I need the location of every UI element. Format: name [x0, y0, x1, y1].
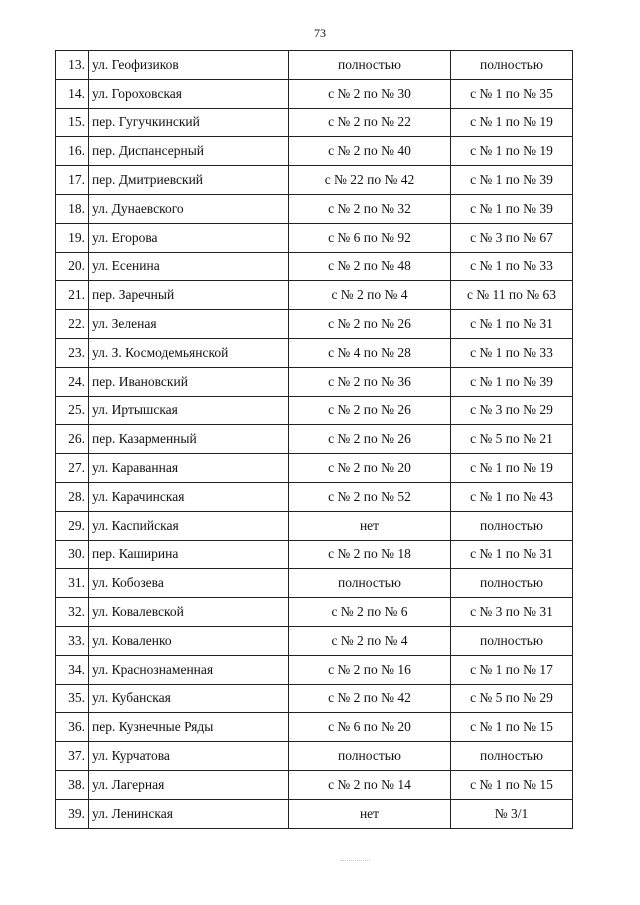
even-houses: с № 22 по № 42: [289, 166, 451, 195]
street-name: пер. Диспансерный: [89, 137, 289, 166]
odd-houses: с № 1 по № 15: [451, 770, 573, 799]
table-row: [56, 684, 573, 713]
table-row: [56, 799, 573, 828]
row-number: 15.: [56, 108, 89, 137]
table-row: [56, 194, 573, 223]
street-name: ул. Каспийская: [89, 511, 289, 540]
even-houses: полностью: [289, 742, 451, 771]
row-number: 34.: [56, 655, 89, 684]
even-houses: полностью: [289, 51, 451, 80]
even-houses: с № 4 по № 28: [289, 338, 451, 367]
street-name: ул. Есенина: [89, 252, 289, 281]
page-number: 73: [314, 26, 326, 40]
even-houses: с № 2 по № 48: [289, 252, 451, 281]
table-row: [56, 569, 573, 598]
even-houses: с № 2 по № 26: [289, 425, 451, 454]
row-number: 22.: [56, 310, 89, 339]
street-name: ул. Коваленко: [89, 626, 289, 655]
even-houses: с № 2 по № 40: [289, 137, 451, 166]
row-number: 19.: [56, 223, 89, 252]
even-houses: с № 2 по № 4: [289, 626, 451, 655]
street-name: ул. Карачинская: [89, 482, 289, 511]
odd-houses: полностью: [451, 51, 573, 80]
street-name: ул. Лагерная: [89, 770, 289, 799]
row-number: 14.: [56, 79, 89, 108]
even-houses: нет: [289, 511, 451, 540]
odd-houses: с № 1 по № 19: [451, 454, 573, 483]
odd-houses: с № 1 по № 43: [451, 482, 573, 511]
table-row: [56, 338, 573, 367]
row-number: 33.: [56, 626, 89, 655]
row-number: 26.: [56, 425, 89, 454]
street-name: пер. Каширина: [89, 540, 289, 569]
table-row: [56, 598, 573, 627]
even-houses: с № 2 по № 42: [289, 684, 451, 713]
street-name: ул. Геофизиков: [89, 51, 289, 80]
table-row: [56, 137, 573, 166]
even-houses: с № 2 по № 32: [289, 194, 451, 223]
street-name: ул. Кубанская: [89, 684, 289, 713]
street-name: ул. Ленинская: [89, 799, 289, 828]
row-number: 13.: [56, 51, 89, 80]
row-number: 17.: [56, 166, 89, 195]
even-houses: с № 2 по № 22: [289, 108, 451, 137]
street-name: ул. Иртышская: [89, 396, 289, 425]
odd-houses: с № 1 по № 19: [451, 108, 573, 137]
table-row: [56, 425, 573, 454]
row-number: 21.: [56, 281, 89, 310]
even-houses: с № 2 по № 6: [289, 598, 451, 627]
street-name: ул. Краснознаменная: [89, 655, 289, 684]
row-number: 38.: [56, 770, 89, 799]
row-number: 24.: [56, 367, 89, 396]
odd-houses: с № 1 по № 31: [451, 540, 573, 569]
odd-houses: полностью: [451, 742, 573, 771]
row-number: 32.: [56, 598, 89, 627]
street-name: ул. Гороховская: [89, 79, 289, 108]
row-number: 18.: [56, 194, 89, 223]
odd-houses: с № 1 по № 15: [451, 713, 573, 742]
odd-houses: с № 5 по № 21: [451, 425, 573, 454]
odd-houses: полностью: [451, 569, 573, 598]
even-houses: полностью: [289, 569, 451, 598]
odd-houses: с № 1 по № 35: [451, 79, 573, 108]
street-name: пер. Дмитриевский: [89, 166, 289, 195]
table-row: [56, 281, 573, 310]
even-houses: с № 2 по № 26: [289, 396, 451, 425]
odd-houses: с № 1 по № 39: [451, 367, 573, 396]
odd-houses: с № 3 по № 67: [451, 223, 573, 252]
table-row: [56, 742, 573, 771]
even-houses: нет: [289, 799, 451, 828]
table-row: [56, 626, 573, 655]
odd-houses: с № 1 по № 31: [451, 310, 573, 339]
table-row: [56, 108, 573, 137]
odd-houses: с № 1 по № 33: [451, 338, 573, 367]
street-name: пер. Заречный: [89, 281, 289, 310]
table-row: [56, 252, 573, 281]
odd-houses: с № 1 по № 39: [451, 194, 573, 223]
even-houses: с № 2 по № 26: [289, 310, 451, 339]
row-number: 29.: [56, 511, 89, 540]
row-number: 27.: [56, 454, 89, 483]
table-row: [56, 454, 573, 483]
row-number: 20.: [56, 252, 89, 281]
odd-houses: № 3/1: [451, 799, 573, 828]
row-number: 16.: [56, 137, 89, 166]
table-row: [56, 79, 573, 108]
table-row: [56, 770, 573, 799]
street-name: ул. Караванная: [89, 454, 289, 483]
streets-table: [55, 50, 573, 829]
even-houses: с № 2 по № 14: [289, 770, 451, 799]
street-name: пер. Казарменный: [89, 425, 289, 454]
table-row: [56, 166, 573, 195]
odd-houses: с № 3 по № 29: [451, 396, 573, 425]
odd-houses: с № 3 по № 31: [451, 598, 573, 627]
row-number: 31.: [56, 569, 89, 598]
even-houses: с № 2 по № 36: [289, 367, 451, 396]
even-houses: с № 2 по № 20: [289, 454, 451, 483]
table-row: [56, 396, 573, 425]
row-number: 30.: [56, 540, 89, 569]
odd-houses: полностью: [451, 511, 573, 540]
row-number: 28.: [56, 482, 89, 511]
table-body: [56, 51, 573, 829]
street-name: пер. Ивановский: [89, 367, 289, 396]
row-number: 39.: [56, 799, 89, 828]
street-name: пер. Гугучкинский: [89, 108, 289, 137]
street-name: ул. Ковалевской: [89, 598, 289, 627]
odd-houses: с № 5 по № 29: [451, 684, 573, 713]
odd-houses: с № 1 по № 39: [451, 166, 573, 195]
row-number: 25.: [56, 396, 89, 425]
table-row: [56, 310, 573, 339]
even-houses: с № 6 по № 92: [289, 223, 451, 252]
even-houses: с № 2 по № 4: [289, 281, 451, 310]
street-name: ул. З. Космодемьянской: [89, 338, 289, 367]
even-houses: с № 6 по № 20: [289, 713, 451, 742]
table-row: [56, 482, 573, 511]
street-name: ул. Курчатова: [89, 742, 289, 771]
even-houses: с № 2 по № 16: [289, 655, 451, 684]
street-name: ул. Зеленая: [89, 310, 289, 339]
table-row: [56, 367, 573, 396]
scan-artifact: [340, 860, 370, 867]
row-number: 36.: [56, 713, 89, 742]
row-number: 37.: [56, 742, 89, 771]
street-name: пер. Кузнечные Ряды: [89, 713, 289, 742]
odd-houses: с № 11 по № 63: [451, 281, 573, 310]
odd-houses: с № 1 по № 19: [451, 137, 573, 166]
odd-houses: с № 1 по № 17: [451, 655, 573, 684]
even-houses: с № 2 по № 52: [289, 482, 451, 511]
table-row: [56, 223, 573, 252]
even-houses: с № 2 по № 18: [289, 540, 451, 569]
table-row: [56, 51, 573, 80]
row-number: 35.: [56, 684, 89, 713]
street-name: ул. Кобозева: [89, 569, 289, 598]
table-row: [56, 713, 573, 742]
street-name: ул. Егорова: [89, 223, 289, 252]
table-row: [56, 655, 573, 684]
row-number: 23.: [56, 338, 89, 367]
odd-houses: с № 1 по № 33: [451, 252, 573, 281]
even-houses: с № 2 по № 30: [289, 79, 451, 108]
odd-houses: полностью: [451, 626, 573, 655]
table-row: [56, 511, 573, 540]
street-name: ул. Дунаевского: [89, 194, 289, 223]
table-row: [56, 540, 573, 569]
